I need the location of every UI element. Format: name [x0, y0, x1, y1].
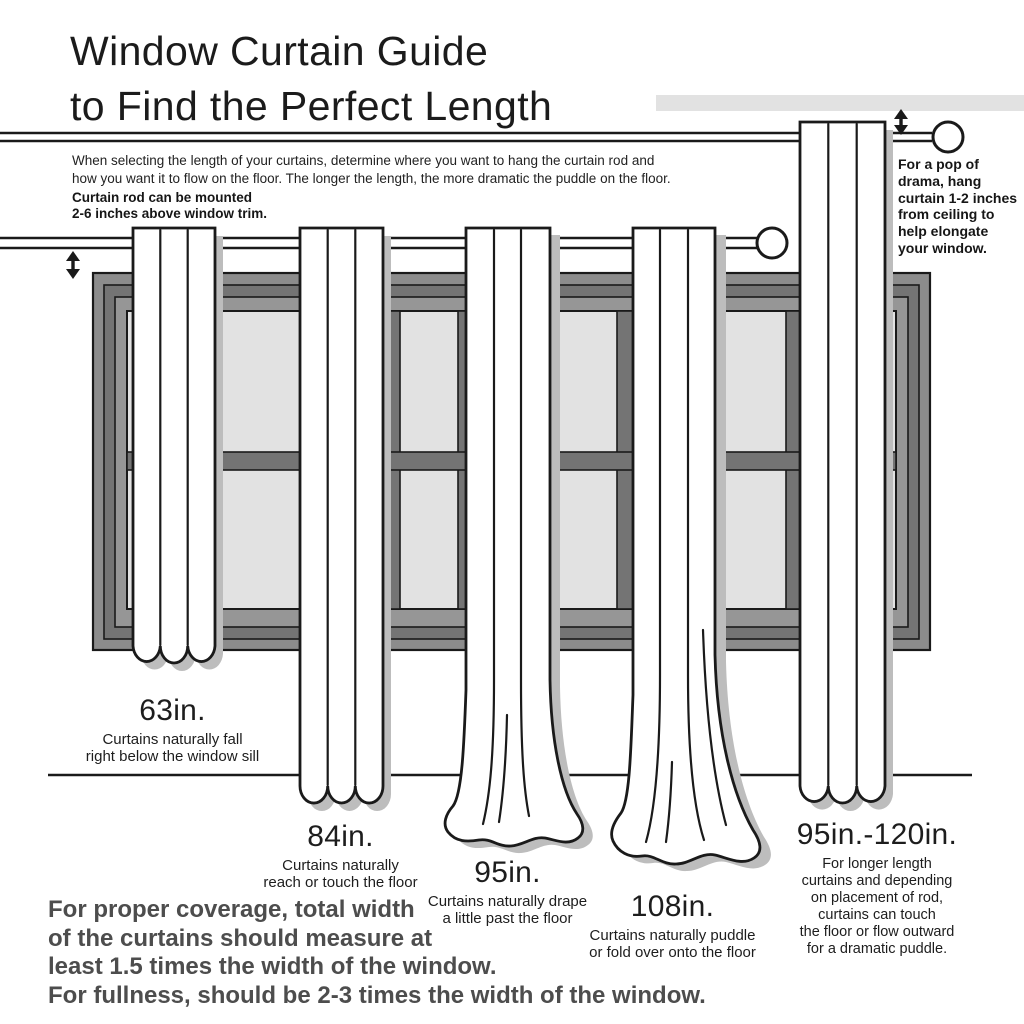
- double-arrow-icon: [894, 109, 908, 135]
- length-value: 108in.: [630, 890, 715, 923]
- ceiling-hang-note: [898, 156, 1022, 257]
- curtain-95-120in: [800, 122, 893, 811]
- title-line: Window Curtain Guide: [70, 28, 489, 74]
- length-value: 63in.: [139, 694, 206, 727]
- coverage-note-line: of the curtains should measure at: [48, 924, 433, 952]
- desc-line: a little past the floor: [442, 910, 573, 928]
- desc-line: on placement of rod,: [810, 889, 944, 906]
- ceiling-note-line: help elongate: [898, 223, 989, 240]
- desc-line: Curtains naturally fall: [102, 731, 243, 748]
- length-value: 84in.: [307, 820, 374, 853]
- desc-line: or fold over onto the floor: [589, 944, 756, 962]
- desc-line: right below the window sill: [85, 748, 260, 766]
- rod-mount-note: [72, 190, 267, 222]
- ceiling-note-line: curtain 1-2 inches: [898, 189, 1018, 206]
- curtain-length-label-63in: [70, 694, 275, 766]
- curtain-84in: [300, 228, 391, 811]
- ceiling-note-line: drama, hang: [898, 172, 982, 189]
- title-line: to Find the Perfect Length: [70, 83, 553, 130]
- coverage-note-line: least 1.5 times the width of the window.: [48, 953, 497, 981]
- rod-mount-note-line: Curtain rod can be mounted: [72, 190, 253, 205]
- coverage-note-line: For fullness, should be 2-3 times the width of the window.: [48, 981, 706, 1009]
- intro-line: how you want it to flow on the floor. The longer the length, the more dramatic the puddle on the floor.: [72, 170, 671, 186]
- length-description: [772, 856, 982, 958]
- curtain-63in: [133, 228, 223, 671]
- desc-line: Curtains naturally: [282, 857, 399, 874]
- ceiling-note-line: For a pop of: [898, 156, 979, 172]
- desc-line: the floor or flow outward: [799, 923, 955, 940]
- length-value: 95in.-120in.: [796, 818, 958, 851]
- desc-line: For longer length: [822, 856, 932, 872]
- length-description: [70, 731, 275, 766]
- desc-line: curtains can touch: [818, 906, 936, 923]
- desc-line: Curtains naturally puddle: [589, 927, 756, 944]
- ceiling-bar: [656, 95, 1024, 111]
- desc-line: reach or touch the floor: [263, 874, 418, 892]
- desc-line: for a dramatic puddle.: [806, 940, 948, 957]
- page-title: [70, 24, 552, 135]
- rod-finial-icon: [757, 228, 787, 258]
- coverage-note-line: For proper coverage, total width: [48, 896, 415, 923]
- length-value: 95in.: [474, 856, 541, 889]
- rod-mount-note-line: 2-6 inches above window trim.: [72, 206, 268, 222]
- ceiling-note-line: from ceiling to: [898, 206, 995, 223]
- rod-finial-icon: [933, 122, 963, 152]
- intro-paragraph: [72, 152, 671, 187]
- intro-line: When selecting the length of your curtains, determine where you want to hang the curtain rod and: [72, 153, 655, 168]
- coverage-note: [48, 896, 706, 1010]
- double-arrow-icon: [66, 251, 80, 279]
- desc-line: Curtains naturally drape: [427, 893, 588, 910]
- desc-line: curtains and depending: [801, 872, 953, 889]
- ceiling-note-line: your window.: [898, 239, 987, 256]
- curtain-length-label-95in-120in: [772, 818, 982, 958]
